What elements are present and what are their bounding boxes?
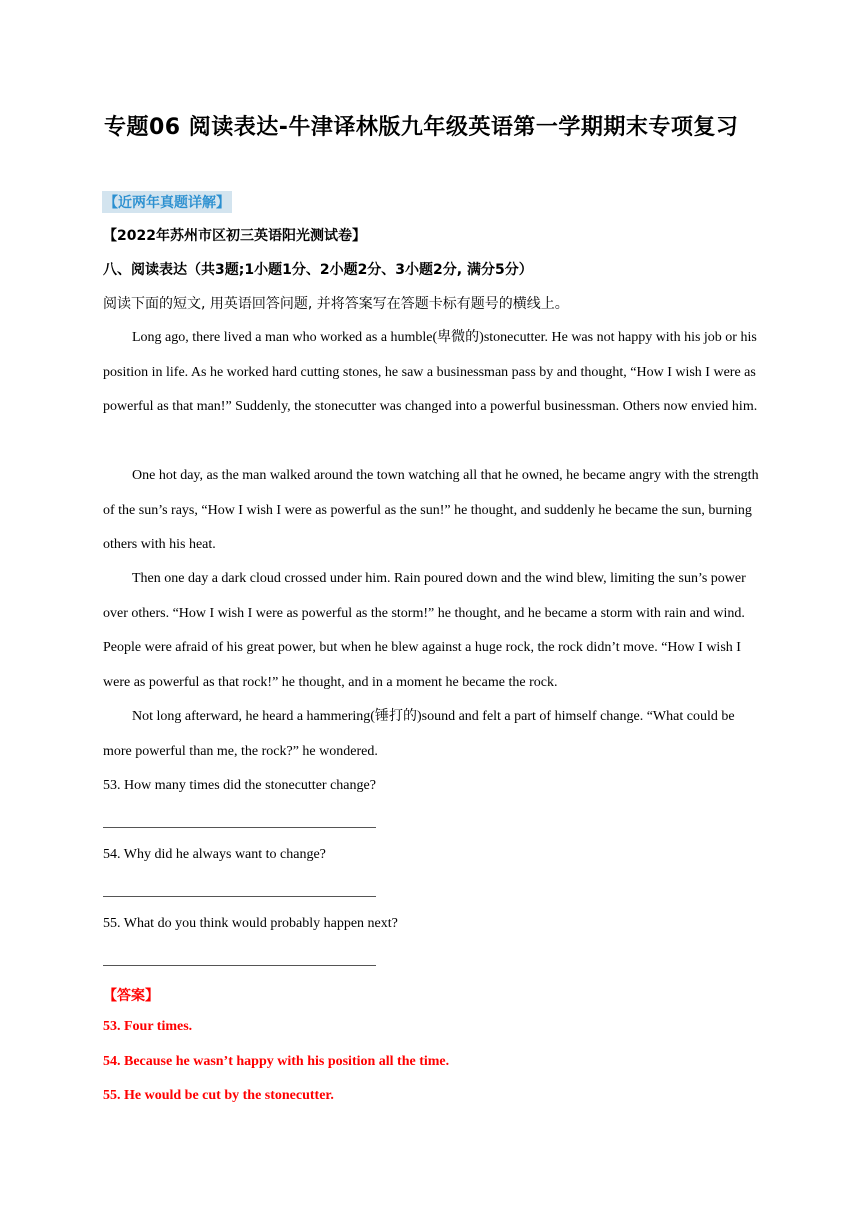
passage-paragraph: Not long afterward, he heard a hammering(锤打的)sound and felt a part of himself change. “What could be more powerful than me, the rock?” he wondered.	[103, 709, 735, 759]
answer-54: 54. Because he wasn’t happy with his position all the time.	[103, 1054, 450, 1069]
passage-paragraph: One hot day, as the man walked around the town watching all that he owned, he became angry with the strength of the sun’s rays, “How I wish I were as powerful as the sun!” he thought, and suddenly he became the sun, burning others with his heat.	[103, 468, 759, 552]
instruction: 阅读下面的短文, 用英语回答问题, 并将答案写在答题卡标有题号的横线上。	[103, 296, 569, 312]
answer-blank-53[interactable]	[103, 827, 376, 828]
page-title: 专题06 阅读表达-牛津译林版九年级英语第一学期期末专项复习	[104, 115, 739, 140]
answer-blank-55[interactable]	[103, 965, 376, 966]
question-55: 55. What do you think would probably happen next?	[103, 916, 398, 931]
passage-paragraph: Long ago, there lived a man who worked as a humble(卑微的)stonecutter. He was not happy with his job or his position in life. As he worked hard cutting stones, he saw a businessman pass by and thought, “How I wish I were as powerful as that man!” Suddenly, the stonecutter was changed into a powerful businessman. Others now envied him.	[103, 330, 758, 414]
answer-55: 55. He would be cut by the stonecutter.	[103, 1088, 334, 1103]
answer-blank-54[interactable]	[103, 896, 376, 897]
exam-source: 【2022年苏州市区初三英语阳光测试卷】	[103, 228, 366, 244]
answer-heading: 【答案】	[103, 988, 159, 1004]
question-54: 54. Why did he always want to change?	[103, 847, 326, 862]
answer-53: 53. Four times.	[103, 1019, 193, 1034]
question-53: 53. How many times did the stonecutter change?	[103, 778, 376, 793]
section-tag: 【近两年真题详解】	[102, 191, 232, 213]
part-heading: 八、阅读表达（共3题;1小题1分、2小题2分、3小题2分, 满分5分）	[103, 262, 533, 278]
passage-paragraph: Then one day a dark cloud crossed under him. Rain poured down and the wind blew, limiting the sun’s power over others. “How I wish I were as powerful as the storm!” he thought, and he became a storm with rain and wind. People were afraid of his great power, but when he blew against a huge rock, the rock didn’t move. “How I wish I were as powerful as that rock!” he thought, and in a moment he became the rock.	[103, 571, 746, 690]
